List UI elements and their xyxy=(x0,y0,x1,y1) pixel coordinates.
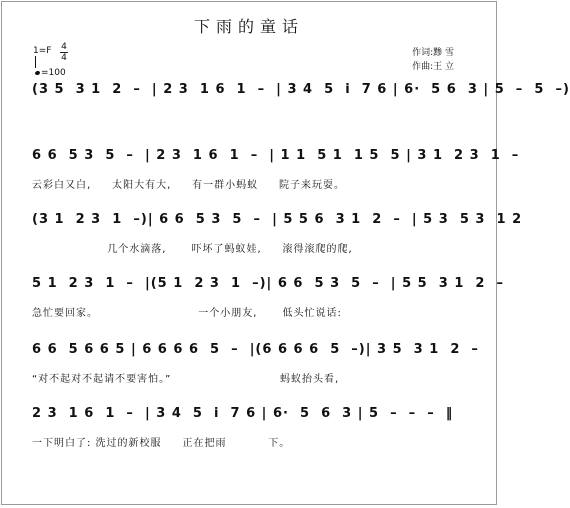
meter-bottom: 4 xyxy=(61,53,67,63)
notation-line-6: 2 3 1 6 1 – | 3 4 5 i 7 6 | 6· 5 6 3 | 5 – – – ‖ xyxy=(32,406,454,421)
score-page xyxy=(1,1,570,505)
score-line-5 xyxy=(32,342,485,364)
bracket-mark xyxy=(35,56,40,68)
notation-line-2: 6 6 5 3 5 – | 2 3 1 6 1 – | 1 1 5 1 1 5 5 | 3 1 2 3 1 – xyxy=(32,148,525,163)
notation-line-3: (3 1 2 3 1 –)| 6 6 5 3 5 – | 5 5 6 3 1 2 – | 5 3 5 3 1 2 xyxy=(32,212,523,227)
lyric-line-4: 急忙要回家。 一个小朋友, 低头忙说话: xyxy=(32,308,342,319)
key-signature: 1=F xyxy=(33,46,52,56)
notation-line-1: (3 5 3 1 2 – | 2 3 1 6 1 – | 3 4 5 i 7 6 | 6· 5 6 3 | 5 – 5 –) xyxy=(32,82,570,97)
quarter-note-icon xyxy=(34,70,40,75)
score-line-6 xyxy=(32,406,478,428)
notation-line-5: 6 6 5 6 6 5 | 6 6 6 6 5 – |(6 6 6 6 5 –)| 3 5 3 1 2 – xyxy=(32,342,485,357)
score-line-1 xyxy=(32,82,570,104)
score-line-3 xyxy=(32,212,523,234)
time-signature xyxy=(60,42,68,63)
lyric-line-5: “对不起对不起请不要害怕。” 蚂蚁抬头看, xyxy=(32,374,340,385)
score-line-2 xyxy=(32,148,525,170)
lyricist-credit: 作词:黪 雪 xyxy=(412,48,454,58)
lyric-line-3: 几个水滴落, 吓坏了蚂蚁娃, 滚得滚爬的爬, xyxy=(32,244,353,255)
lyric-line-6: 一下明白了: 洗过的新校服 正在把雨 下。 xyxy=(32,438,291,449)
tempo-value: =100 xyxy=(41,68,66,78)
notation-line-4: 5 1 2 3 1 – |(5 1 2 3 1 –)| 6 6 5 3 5 – | 5 5 3 1 2 – xyxy=(32,276,510,291)
composer-credit: 作曲:王 立 xyxy=(412,62,454,72)
credits xyxy=(412,46,454,74)
score-line-4 xyxy=(32,276,510,298)
lyric-line-2: 云彩白又白, 太阳大有大, 有一群小蚂蚁 院子来玩耍。 xyxy=(32,180,346,191)
tempo-mark xyxy=(35,68,66,78)
meter-top: 4 xyxy=(61,42,67,52)
song-title: 下雨的童话 xyxy=(193,17,304,36)
